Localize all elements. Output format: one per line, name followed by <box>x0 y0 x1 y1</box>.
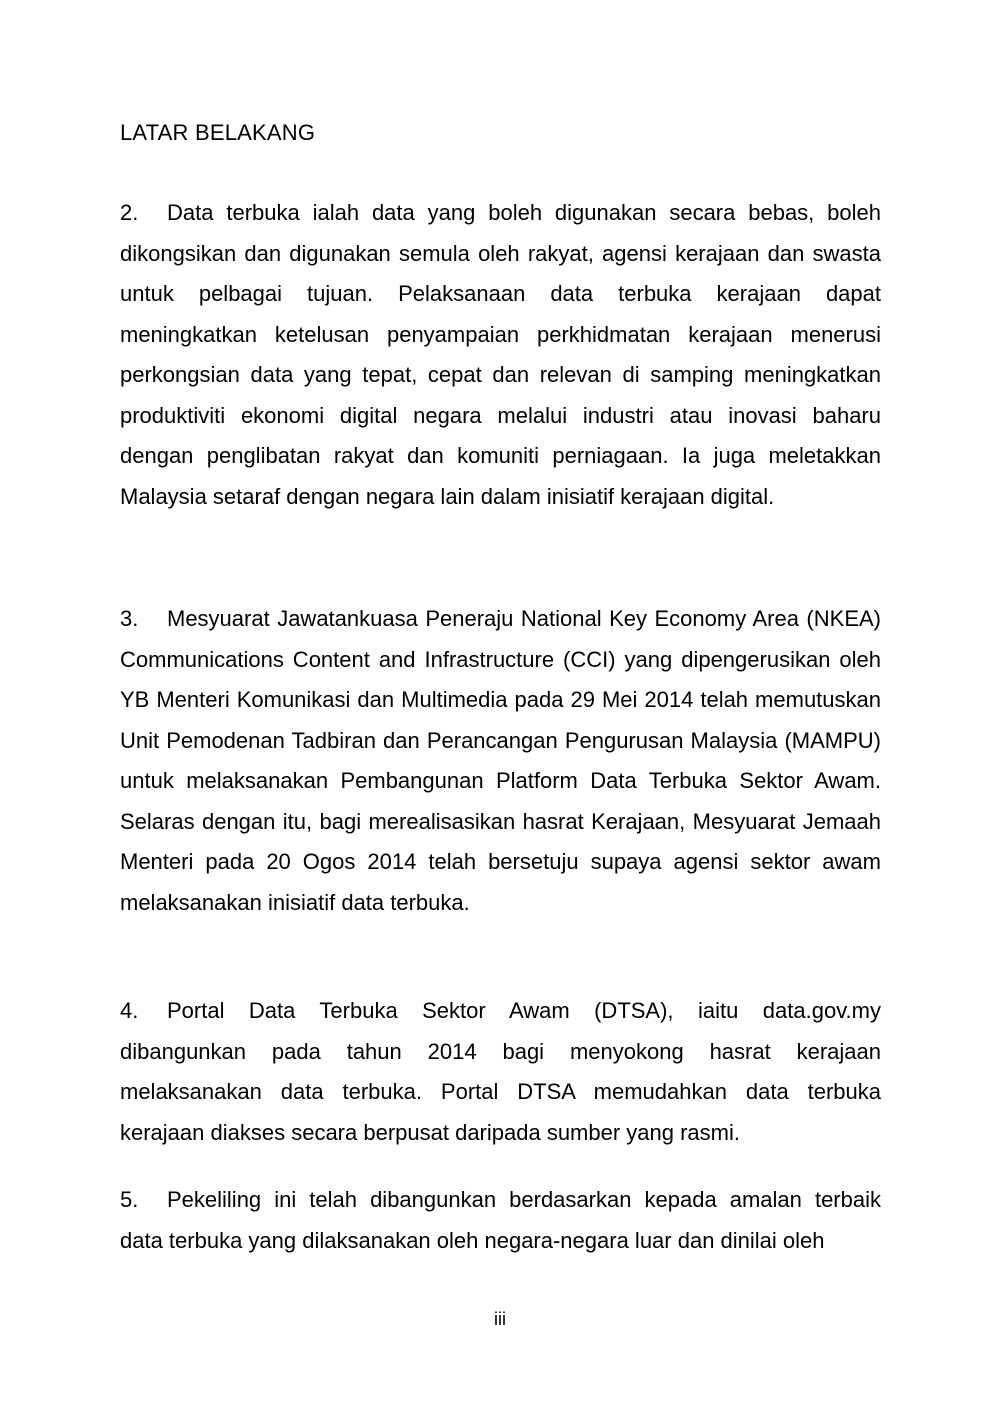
paragraph-text: Pekeliling ini telah dibangunkan berdasarkan kepada amalan terbaik data terbuka yang dilaksanakan oleh negara-negara luar dan dinilai oleh <box>120 1187 881 1253</box>
paragraph-number: 3. <box>120 606 139 631</box>
paragraph-text: Portal Data Terbuka Sektor Awam (DTSA), iaitu data.gov.my dibangunkan pada tahun 2014 bagi menyokong hasrat kerajaan melaksanakan data terbuka. Portal DTSA memudahkan data terbuka kerajaan diakses secara berpusat daripada sumber yang rasmi. <box>120 998 881 1145</box>
paragraph-2 <box>120 193 881 517</box>
paragraph-4 <box>120 991 881 1153</box>
section-heading: LATAR BELAKANG <box>120 120 316 145</box>
paragraph-text: Data terbuka ialah data yang boleh digunakan secara bebas, boleh dikongsikan dan digunakan semula oleh rakyat, agensi kerajaan dan swasta untuk pelbagai tujuan. Pelaksanaan data terbuka kerajaan dapat meningkatkan ketelusan penyampaian perkhidmatan kerajaan menerusi perkongsian data yang tepat, cepat dan relevan di samping meningkatkan produktiviti ekonomi digital negara melalui industri atau inovasi baharu dengan penglibatan rakyat dan komuniti perniagaan. Ia juga meletakkan Malaysia setaraf dengan negara lain dalam inisiatif kerajaan digital. <box>120 200 881 509</box>
paragraph-number: 5. <box>120 1187 139 1212</box>
paragraph-number: 4. <box>120 998 139 1023</box>
paragraph-5 <box>120 1180 881 1261</box>
paragraph-number: 2. <box>120 200 139 225</box>
page-number: iii <box>494 1309 506 1329</box>
paragraph-3 <box>120 599 881 923</box>
paragraph-text: Mesyuarat Jawatankuasa Peneraju National Key Economy Area (NKEA) Communications Content and Infrastructure (CCI) yang dipengerusikan oleh YB Menteri Komunikasi dan Multimedia pada 29 Mei 2014 telah memutuskan Unit Pemodenan Tadbiran dan Perancangan Pengurusan Malaysia (MAMPU) untuk melaksanakan Pembangunan Platform Data Terbuka Sektor Awam. Selaras dengan itu, bagi merealisasikan hasrat Kerajaan, Mesyuarat Jemaah Menteri pada 20 Ogos 2014 telah bersetuju supaya agensi sektor awam melaksanakan inisiatif data terbuka. <box>120 606 881 915</box>
